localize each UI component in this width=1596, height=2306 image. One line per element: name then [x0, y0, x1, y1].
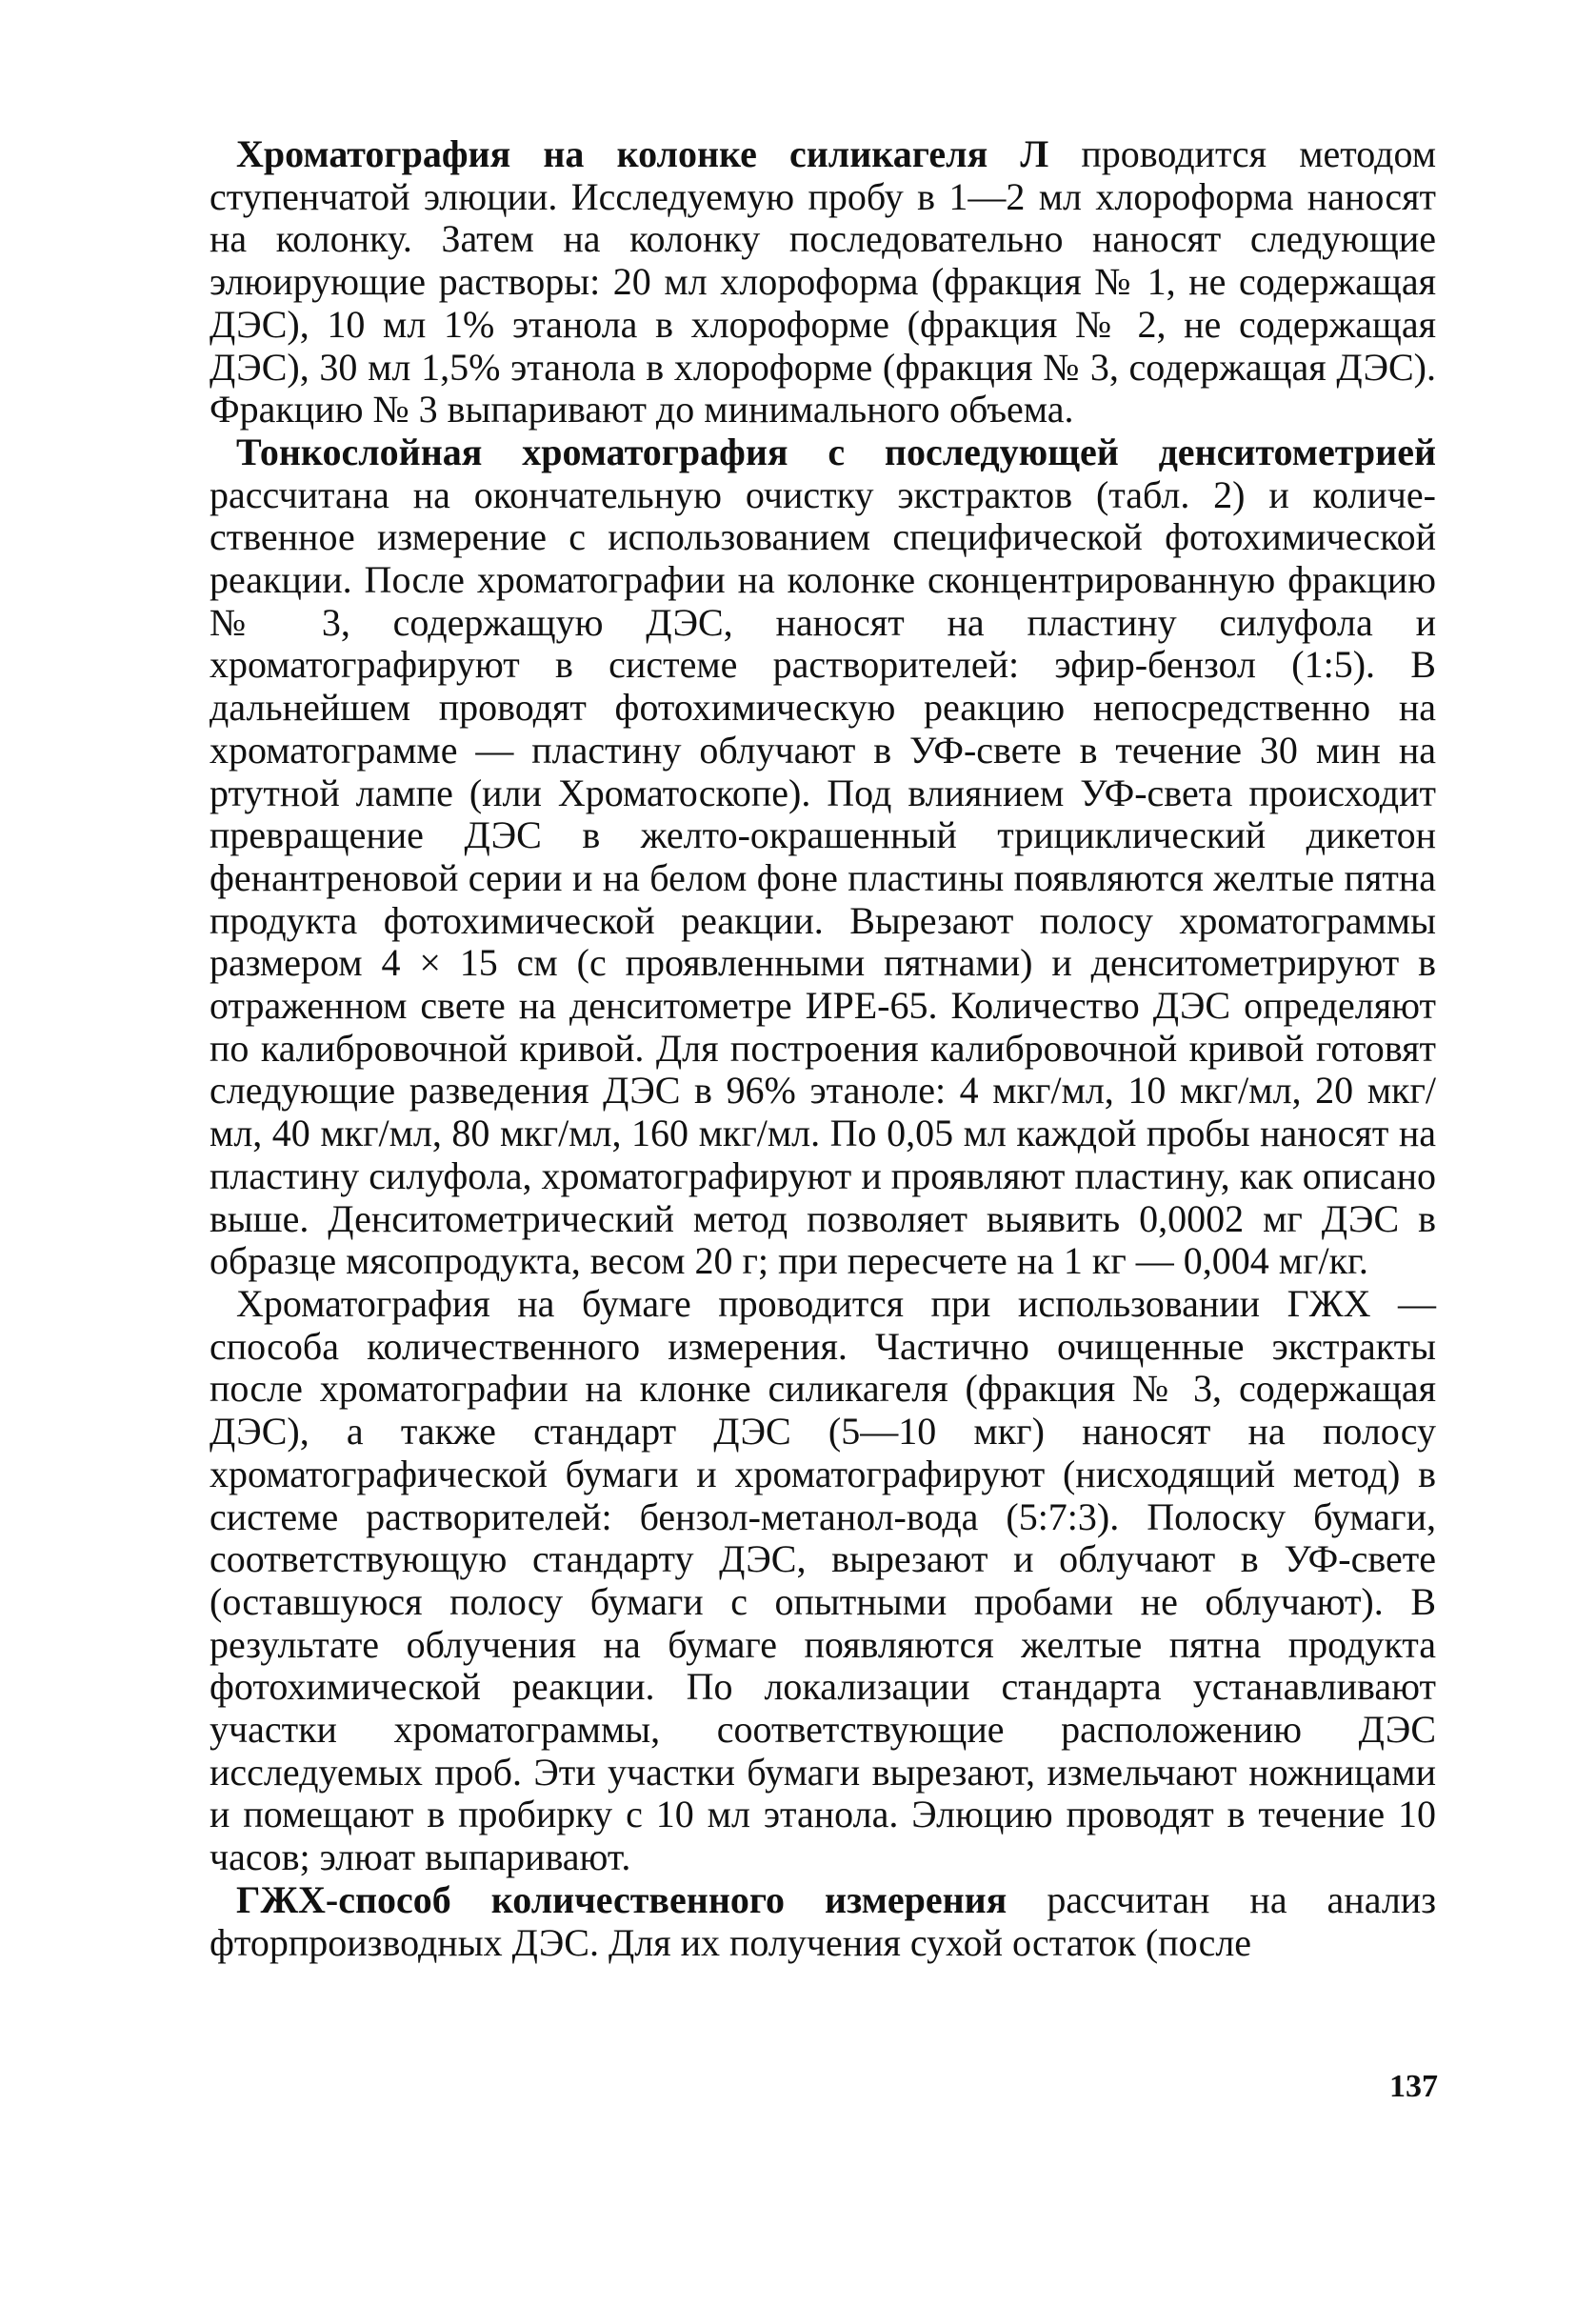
paragraph-lead: Хроматография на колонке силикагеля Л — [236, 132, 1049, 175]
paragraph-lead: ГЖХ-способ количественного измерения — [236, 1877, 1007, 1921]
paragraph-text: проводится методом ступенчатой элюции. Исследуемую пробу в 1—2 мл хлороформа наносят на колонку. Затем на колонку последовательно наносят следующие элюирующие растворы: 20 мл хлороформа (фракция № 1, не содержащая ДЭС), 10 мл 1% этанола в хлороформе (фракция № 2, не содержащая ДЭС), 30 мл 1,5% этанола в хлороформе (фракция № 3, содержащая ДЭС). Фракцию № 3 выпаривают до минимального объема. — [209, 132, 1436, 431]
paragraph-paper-chromatography — [209, 1283, 1436, 1879]
paragraph-column-chromatography — [209, 133, 1436, 431]
paragraph-text: рассчитана на окончательную очистку экстрактов (табл. 2) и количественное измерение с использованием специфической фотохимической реакции. После хроматографии на колонке сконцентрированную фракцию № 3, содержащую ДЭС, наносят на пластину силуфола и хроматографируют в системе растворителей: эфир-бензол (1:5). В дальнейшем проводят фотохимическую реакцию непосредственно на хроматограмме — пластину облучают в УФ-свете в течение 30 мин на ртутной лампе (или Хроматоскопе). Под влиянием УФ-света происходит превращение ДЭС в желто-окрашенный трициклический дикетон фенантреновой серии и на белом фоне пластины появляются желтые пятна продукта фотохимической реакции. Вырезают полосу хроматограммы размером 4 × 15 см (с проявленными пятнами) и денситометрируют в отраженном свете на денситометре ИРЕ-65. Количество ДЭС определяют по калибровочной кривой. Для построения калибровочной кривой готовят следующие разведения ДЭС в 96% этаноле: 4 мкг/мл, 10 мкг/мл, 20 мкг/мл, 40 мкг/мл, 80 мкг/мл, 160 мкг/мл. По 0,05 мл каждой пробы наносят на пластину силуфола, хроматографируют и проявляют пластину, как описано выше. Денситометрический метод позволяет выявить 0,0002 мг ДЭС в образце мясопродукта, весом 20 г; при пересчете на 1 кг — 0,004 мг/кг. — [209, 472, 1436, 1283]
page-number: 137 — [1389, 2069, 1438, 2104]
paragraph-gc-method — [209, 1879, 1436, 1964]
paragraph-text: Хроматография на бумаге проводится при использовании ГЖХ — способа количественного измерения. Частично очищенные экстракты после хроматографии на клонке силикагеля (фракция № 3, содержащая ДЭС), а также стандарт ДЭС (5—10 мкг) наносят на полосу хроматографической бумаги и хроматографируют (нисходящий метод) в системе растворителей: бензол-метанол-вода (5:7:3). Полоску бумаги, соответствующую стандарту ДЭС, вырезают и облучают в УФ-свете (оставшуюся полосу бумаги с опытными пробами не облучают). В результате облучения на бумаге появляются желтые пятна продукта фотохимической реакции. По локализации стандарта устанавливают участки хроматограммы, соответствующие расположению ДЭС исследуемых проб. Эти участки бумаги вырезают, измельчают ножницами и помещают в пробирку с 10 мл этанола. Элюцию проводят в течение 10 часов; элюат выпаривают. — [209, 1281, 1436, 1879]
paragraph-lead: Тонкослойная хроматография с последующей денситометрией — [236, 430, 1436, 473]
paragraph-thin-layer-chromatography — [209, 431, 1436, 1283]
paragraph-text: рассчитан на анализ фторпроизводных ДЭС. Для их получения сухой остаток (после — [209, 1877, 1436, 1964]
page-body — [209, 133, 1436, 1964]
